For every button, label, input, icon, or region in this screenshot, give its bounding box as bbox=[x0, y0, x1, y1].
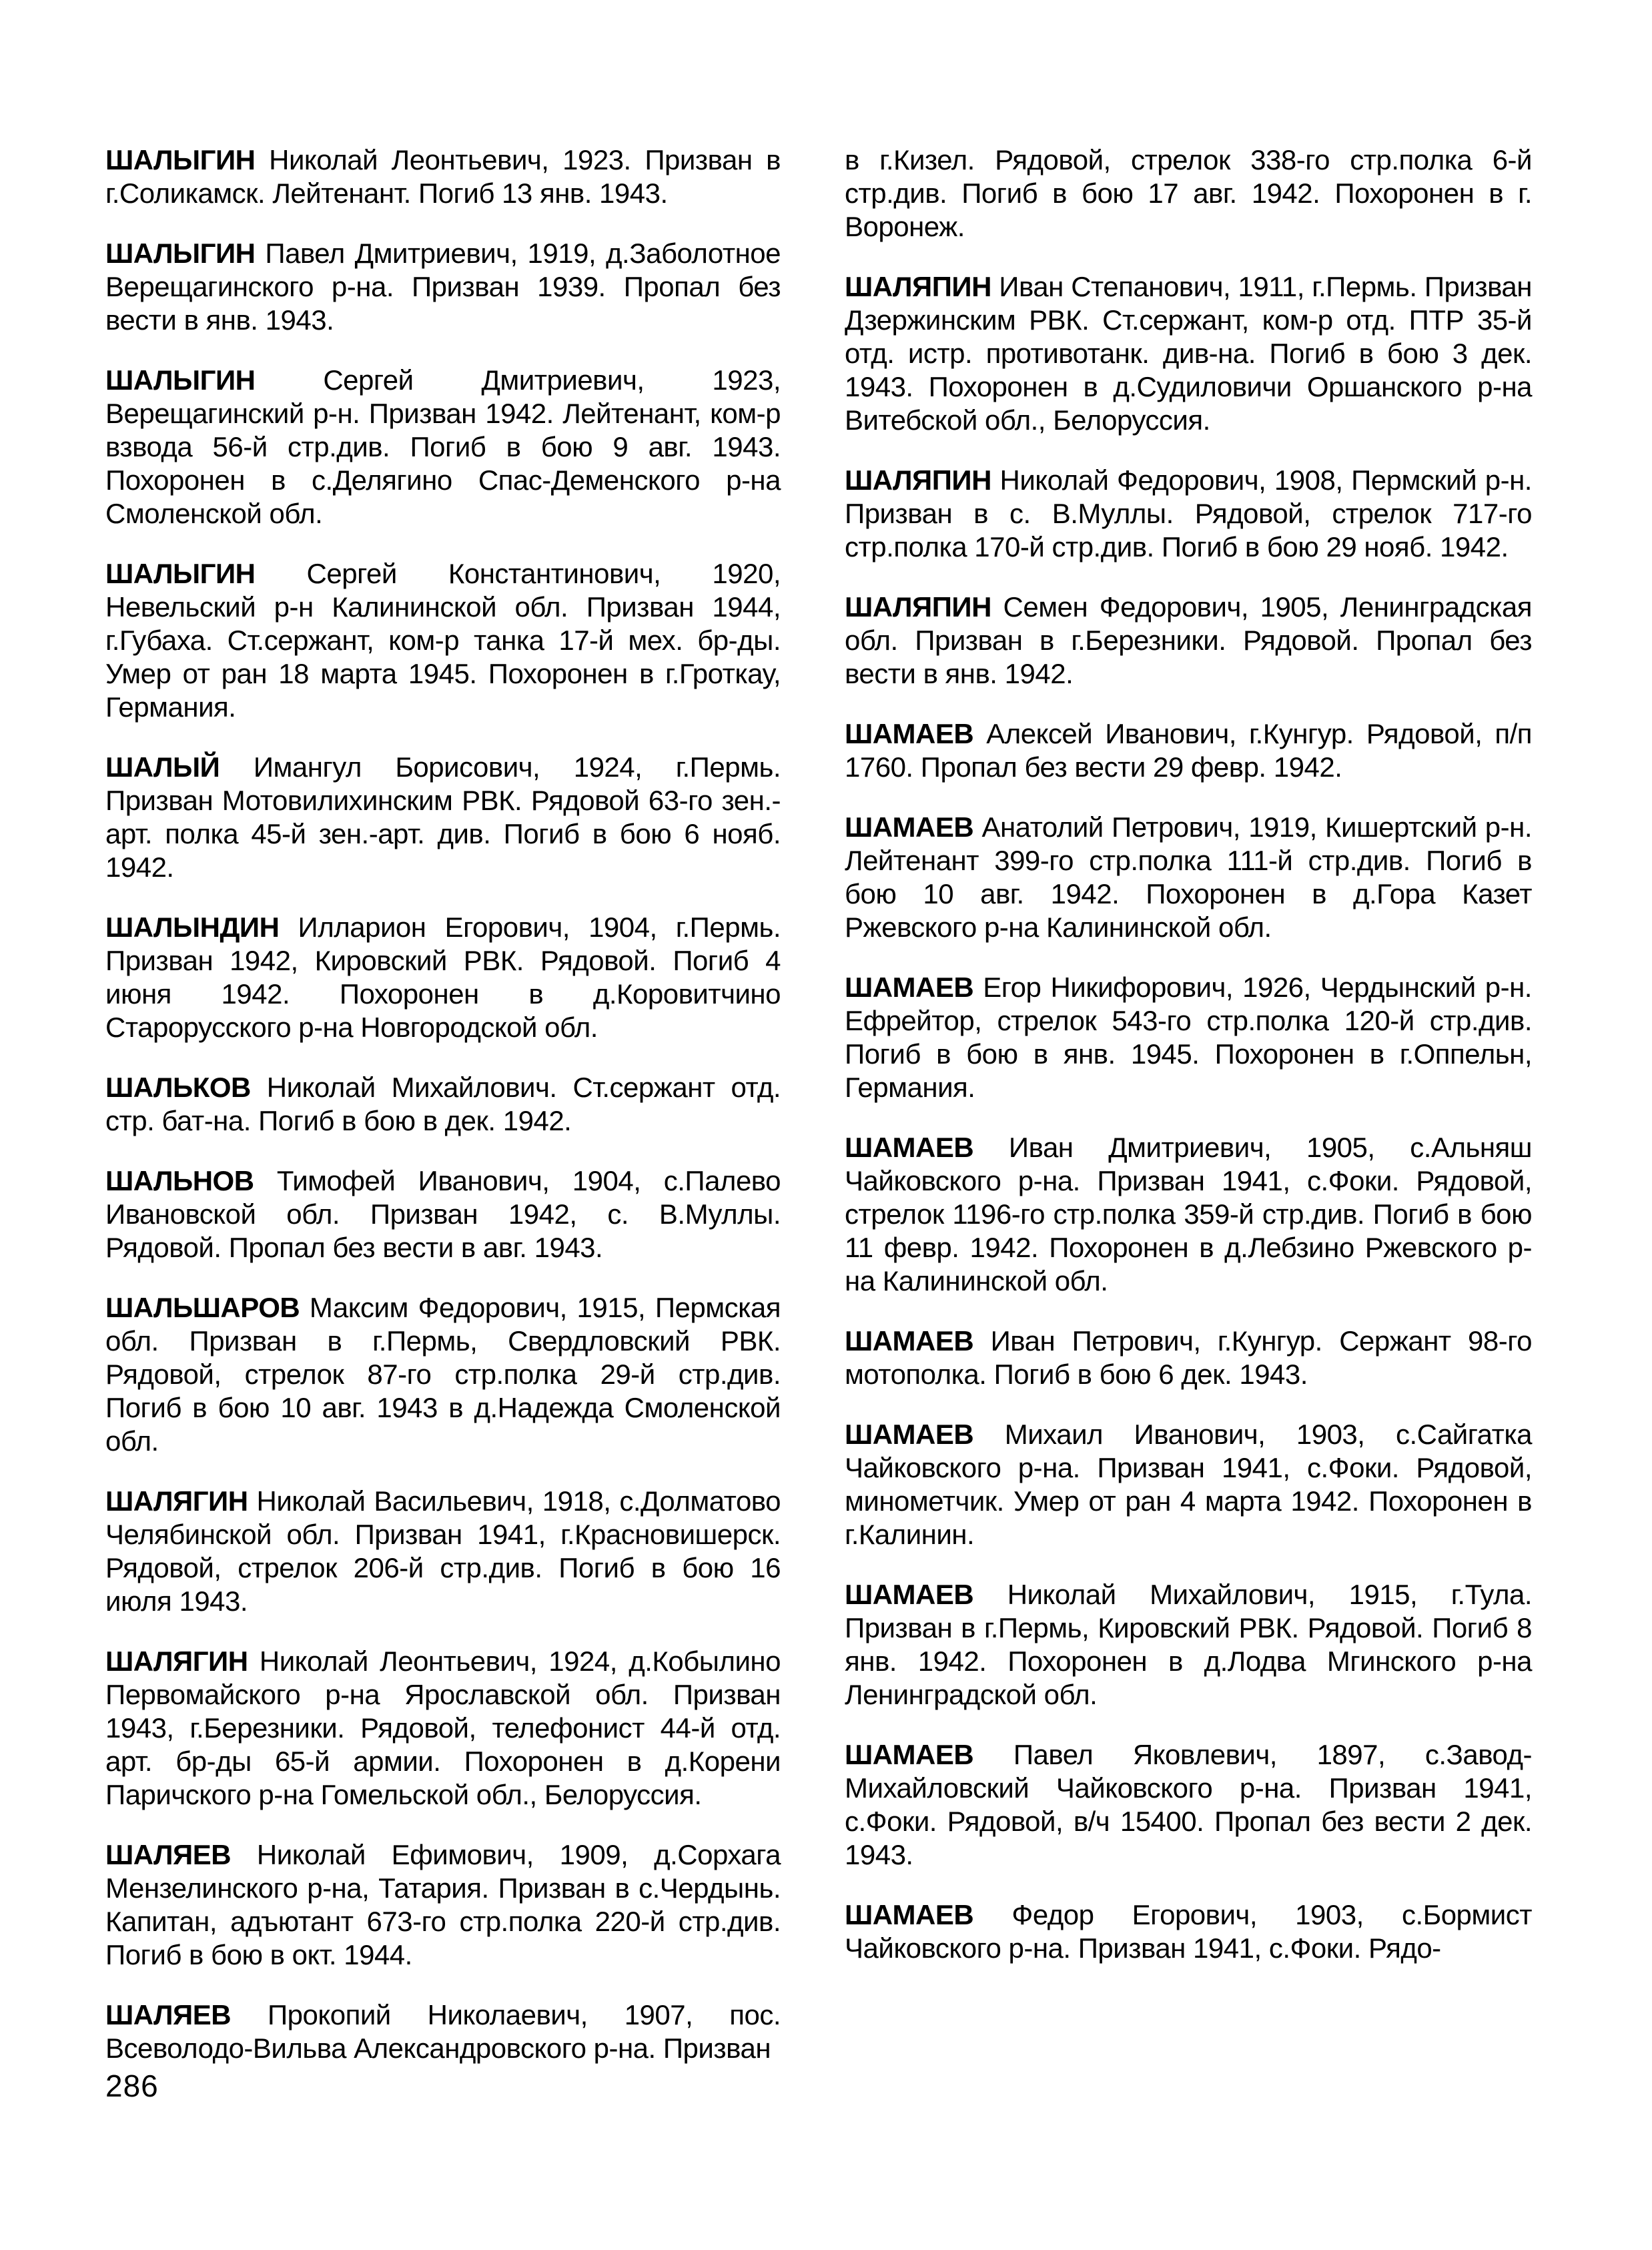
memorial-entry: ШАЛЯПИН Николай Федорович, 1908, Пермский р-н. Призван в с. В.Муллы. Рядовой, стрелок 717-го стр.полка 170-й стр.див. Погиб в бою 29 нояб. 1942. bbox=[845, 464, 1532, 562]
entry-surname: ШАЛЬКОВ bbox=[105, 1072, 267, 1103]
entry-surname: ШАМАЕВ bbox=[845, 718, 987, 749]
entry-surname: ШАМАЕВ bbox=[845, 1419, 1005, 1450]
memorial-entry: ШАЛЯГИН Николай Леонтьевич, 1924, д.Кобылино Первомайского р-на Ярославской обл. Призван 1943, г.Березники. Рядовой, телефонист 44-й отд. арт. бр-ды 65-й армии. Похоронен в д.Корени Паричского р-на Гомельской обл., Белоруссия. bbox=[105, 1645, 781, 1810]
entry-surname: ШАЛЯГИН bbox=[105, 1485, 257, 1517]
memorial-entry: ШАЛЬШАРОВ Максим Федорович, 1915, Пермская обл. Призван в г.Пермь, Свердловский РВК. Рядовой, стрелок 87-го стр.полка 29-й стр.див. Погиб в бою 10 авг. 1943 в д.Надежда Смоленской обл. bbox=[105, 1292, 781, 1457]
memorial-entry: ШАЛЯПИН Иван Степанович, 1911, г.Пермь. Призван Дзержинским РВК. Ст.сержант, ком-р отд. ПТР 35-й отд. истр. противотанк. див-на. Погиб в бою 3 дек. 1943. Похоронен в д.Судиловичи Оршанского р-на Витебской обл., Белоруссия. bbox=[845, 271, 1532, 436]
entry-surname: ШАМАЕВ bbox=[845, 972, 983, 1003]
entry-surname: ШАЛЯПИН bbox=[845, 464, 1000, 496]
memorial-entry: ШАМАЕВ Иван Дмитриевич, 1905, с.Альняш Чайковского р-на. Призван 1941, с.Фоки. Рядовой, стрелок 1196-го стр.полка 359-й стр.див. Погиб в бою 11 февр. 1942. Похоронен в д.Лебзино Ржевского р-на Калининской обл. bbox=[845, 1132, 1532, 1296]
entry-surname: ШАЛЫГИН bbox=[105, 144, 270, 175]
entry-surname: ШАМАЕВ bbox=[845, 1132, 1009, 1163]
entry-surname: ШАМАЕВ bbox=[845, 1739, 1013, 1770]
memorial-entry: ШАЛЯПИН Семен Федорович, 1905, Ленинградская обл. Призван в г.Березники. Рядовой. Пропал без вести в янв. 1942. bbox=[845, 591, 1532, 689]
entry-surname: ШАМАЕВ bbox=[845, 1899, 1012, 1930]
memorial-entry: ШАМАЕВ Иван Петрович, г.Кунгур. Сержант 98-го мотополка. Погиб в бою 6 дек. 1943. bbox=[845, 1325, 1532, 1390]
entry-surname: ШАЛЫГИН bbox=[105, 364, 324, 396]
memorial-entry: ШАМАЕВ Анатолий Петрович, 1919, Кишертский р-н. Лейтенант 399-го стр.полка 111-й стр.див. Погиб в бою 10 авг. 1942. Похоронен в д.Гора Казет Ржевского р-на Калининской обл. bbox=[845, 811, 1532, 943]
memorial-entry: ШАМАЕВ Федор Егорович, 1903, с.Бормист Чайковского р-на. Призван 1941, с.Фоки. Рядо- bbox=[845, 1899, 1532, 1964]
entry-surname: ШАЛЯГИН bbox=[105, 1645, 260, 1677]
right-column bbox=[845, 143, 1532, 1992]
entry-surname: ШАЛЫЙ bbox=[105, 751, 254, 783]
memorial-entry: ШАЛЫГИН Павел Дмитриевич, 1919, д.Заболотное Верещагинского р-на. Призван 1939. Пропал без вести в янв. 1943. bbox=[105, 238, 781, 336]
memorial-entry: ШАЛЫЙ Имангул Борисович, 1924, г.Пермь. Призван Мотовилихинским РВК. Рядовой 63-го зен.-арт. полка 45-й зен.-арт. див. Погиб в бою 6 нояб. 1942. bbox=[105, 751, 781, 883]
memorial-entry: ШАМАЕВ Павел Яковлевич, 1897, с.Завод-Михайловский Чайковского р-на. Призван 1941, с.Фоки. Рядовой, в/ч 15400. Пропал без вести 2 дек. 1943. bbox=[845, 1739, 1532, 1870]
memorial-entry: ШАЛЯЕВ Николай Ефимович, 1909, д.Сорхага Мензелинского р-на, Татария. Призван в с.Чердынь. Капитан, адъютант 673-го стр.полка 220-й стр.див. Погиб в бою в окт. 1944. bbox=[105, 1839, 781, 1970]
memorial-entry: ШАМАЕВ Егор Никифорович, 1926, Чердынский р-н. Ефрейтор, стрелок 543-го стр.полка 120-й стр.див. Погиб в бою в янв. 1945. Похоронен в г.Оппельн, Германия. bbox=[845, 972, 1532, 1103]
memorial-entry: ШАМАЕВ Николай Михайлович, 1915, г.Тула. Призван в г.Пермь, Кировский РВК. Рядовой. Погиб 8 янв. 1942. Похоронен в д.Лодва Мгинского р-на Ленинградской обл. bbox=[845, 1579, 1532, 1710]
memorial-entry: ШАМАЕВ Алексей Иванович, г.Кунгур. Рядовой, п/п 1760. Пропал без вести 29 февр. 1942. bbox=[845, 718, 1533, 783]
entry-surname: ШАМАЕВ bbox=[845, 1579, 1007, 1610]
entry-surname: ШАЛЯЕВ bbox=[105, 1999, 268, 2030]
entry-surname: ШАЛЫГИН bbox=[105, 238, 266, 269]
memorial-entry: ШАЛЫГИН Сергей Константинович, 1920, Невельский р-н Калининской обл. Призван 1944, г.Губаха. Ст.сержант, ком-р танка 17-й мех. бр-ды. Умер от ран 18 марта 1945. Похоронен в г.Гроткау, Германия. bbox=[105, 558, 781, 723]
memorial-entry: ШАЛЯГИН Николай Васильевич, 1918, с.Долматово Челябинской обл. Призван 1941, г.Красновишерск. Рядовой, стрелок 206-й стр.див. Погиб в бою 16 июля 1943. bbox=[105, 1485, 781, 1617]
entry-surname: ШАЛЫГИН bbox=[105, 558, 307, 589]
entry-surname: ШАЛЯЕВ bbox=[105, 1839, 257, 1870]
entry-surname: ШАЛЬШАРОВ bbox=[105, 1292, 310, 1323]
page-number: 286 bbox=[105, 2069, 159, 2103]
entry-surname: ШАЛЬНОВ bbox=[105, 1165, 277, 1196]
memorial-entry: ШАЛЫНДИН Илларион Егорович, 1904, г.Пермь. Призван 1942, Кировский РВК. Рядовой. Погиб 4 июня 1942. Похоронен в д.Коровитчино Старорусского р-на Новгородской обл. bbox=[105, 911, 781, 1043]
entry-surname: ШАЛЫНДИН bbox=[105, 911, 298, 943]
entry-surname: ШАЛЯПИН bbox=[845, 591, 1003, 623]
memorial-entry: в г.Кизел. Рядовой, стрелок 338-го стр.полка 6-й стр.див. Погиб в бою 17 авг. 1942. Похоронен в г. Воронеж. bbox=[845, 144, 1532, 242]
left-column bbox=[105, 143, 781, 2092]
memorial-entry: ШАЛЬНОВ Тимофей Иванович, 1904, с.Палево Ивановской обл. Призван 1942, с. В.Муллы. Рядовой. Пропал без вести в авг. 1943. bbox=[105, 1165, 781, 1263]
entry-surname: ШАМАЕВ bbox=[845, 1325, 991, 1357]
entry-surname: ШАМАЕВ bbox=[845, 811, 982, 843]
memorial-entry: ШАЛЯЕВ Прокопий Николаевич, 1907, пос. Всеволодо-Вильва Александровского р-на. Призван bbox=[105, 1999, 781, 2064]
memorial-entry: ШАЛЫГИН Николай Леонтьевич, 1923. Призван в г.Соликамск. Лейтенант. Погиб 13 янв. 1943. bbox=[105, 144, 781, 209]
entry-surname: ШАЛЯПИН bbox=[845, 271, 999, 302]
memorial-entry: ШАЛЫГИН Сергей Дмитриевич, 1923, Верещагинский р-н. Призван 1942. Лейтенант, ком-р взвода 56-й стр.див. Погиб в бою 9 авг. 1943. Похоронен в с.Делягино Спас-Деменского р-на Смоленской обл. bbox=[105, 364, 781, 529]
memorial-entry: ШАМАЕВ Михаил Иванович, 1903, с.Сайгатка Чайковского р-на. Призван 1941, с.Фоки. Рядовой, минометчик. Умер от ран 4 марта 1942. Похоронен в г.Калинин. bbox=[845, 1419, 1532, 1550]
memorial-entry: ШАЛЬКОВ Николай Михайлович. Ст.сержант отд. стр. бат-на. Погиб в бою в дек. 1942. bbox=[105, 1072, 781, 1136]
